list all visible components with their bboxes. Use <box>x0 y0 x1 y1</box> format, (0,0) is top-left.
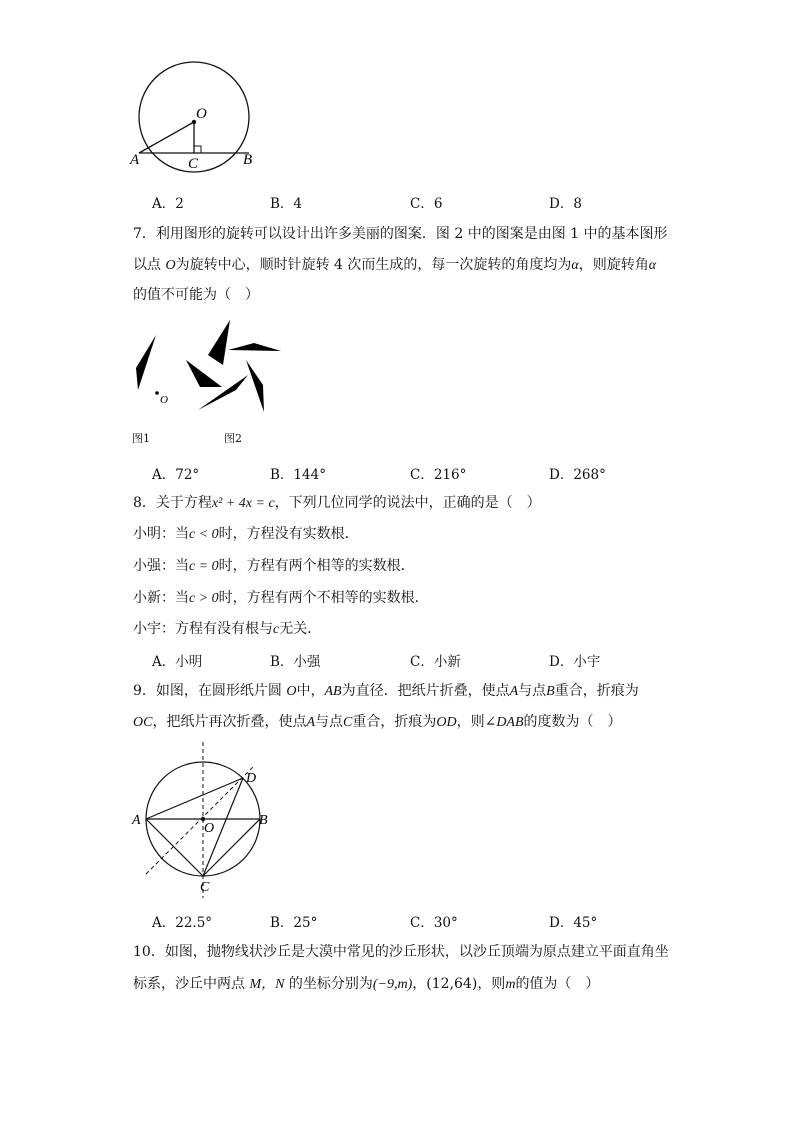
q9-stem-line2: OC，把纸片再次折叠，使点A与点C重合，折痕为OD，则∠DAB的度数为（ ） <box>133 714 622 730</box>
q7-point-O: O <box>160 394 168 406</box>
q9-label-B: B <box>259 813 268 828</box>
q8-xiaoming: 小明：当c < 0时，方程没有实数根． <box>133 526 359 542</box>
q7-stem-line2: 以点 O为旋转中心，顺时针旋转 4 次而生成的，每一次旋转的角度均为α，则旋转角α <box>133 257 657 273</box>
q6-label-A: A <box>130 152 140 168</box>
q6-label-O: O <box>196 106 207 122</box>
q7-option-b: B．144° <box>270 467 326 483</box>
q8-option-a: A．小明 <box>152 654 203 670</box>
q7-option-c: C．216° <box>410 467 467 483</box>
q8-option-c: C．小新 <box>410 654 461 670</box>
q6-option-d: D．8 <box>549 196 582 212</box>
q9-option-c: C．30° <box>410 915 458 931</box>
q9-option-b: B．25° <box>270 915 318 931</box>
q9-stem-line1: 9．如图，在圆形纸片圆 O中，AB为直径．把纸片折叠，使点A与点B重合，折痕为 <box>133 683 639 699</box>
q10-stem-line2: 标系，沙丘中两点 M，N 的坐标分别为(−9,m)，(12,64)，则m的值为（ ） <box>133 976 600 992</box>
q9-label-A: A <box>132 813 141 828</box>
q7-option-d: D．268° <box>549 467 606 483</box>
q7-stem-line3: 的值不可能为（ ） <box>133 287 259 303</box>
q7-fig1-caption: 图1 <box>132 432 150 445</box>
q7-figure-2 <box>178 315 288 420</box>
q9-circle-figure <box>128 740 278 900</box>
q7-figure-1 <box>130 330 175 410</box>
q8-equation: x² + 4x = c <box>211 496 275 511</box>
q6-option-a: A．2 <box>152 196 184 212</box>
q7-stem-line1: 7．利用图形的旋转可以设计出许多美丽的图案．图 2 中的图案是由图 1 中的基本图形 <box>133 226 668 242</box>
q8-stem: 8．关于方程x² + 4x = c，下列几位同学的说法中，正确的是（ ） <box>133 495 541 511</box>
q6-label-C: C <box>188 156 199 172</box>
q8-xiaoxin: 小新：当c > 0时，方程有两个不相等的实数根． <box>133 590 429 606</box>
q9-label-C: C <box>200 880 210 895</box>
q8-xiaoqiang: 小强：当c = 0时，方程有两个相等的实数根． <box>133 558 415 574</box>
q7-option-a: A．72° <box>152 467 200 483</box>
q6-circle-figure <box>128 60 268 175</box>
q9-label-D: D <box>246 771 257 786</box>
q9-option-a: A．22.5° <box>152 915 213 931</box>
q9-option-d: D．45° <box>549 915 598 931</box>
q10-stem-line1: 10．如图，抛物线状沙丘是大漠中常见的沙丘形状，以沙丘顶端为原点建立平面直角坐 <box>133 944 669 960</box>
q8-xiaoyu: 小宇：方程有没有根与c无关． <box>133 621 322 637</box>
q6-option-c: C．6 <box>410 196 443 212</box>
q9-label-O: O <box>204 821 215 836</box>
q7-fig2-caption: 图2 <box>224 432 242 445</box>
q8-option-b: B．小强 <box>270 654 321 670</box>
q6-label-B: B <box>243 152 253 168</box>
q8-option-d: D．小宇 <box>549 654 601 670</box>
q6-option-b: B．4 <box>270 196 303 212</box>
